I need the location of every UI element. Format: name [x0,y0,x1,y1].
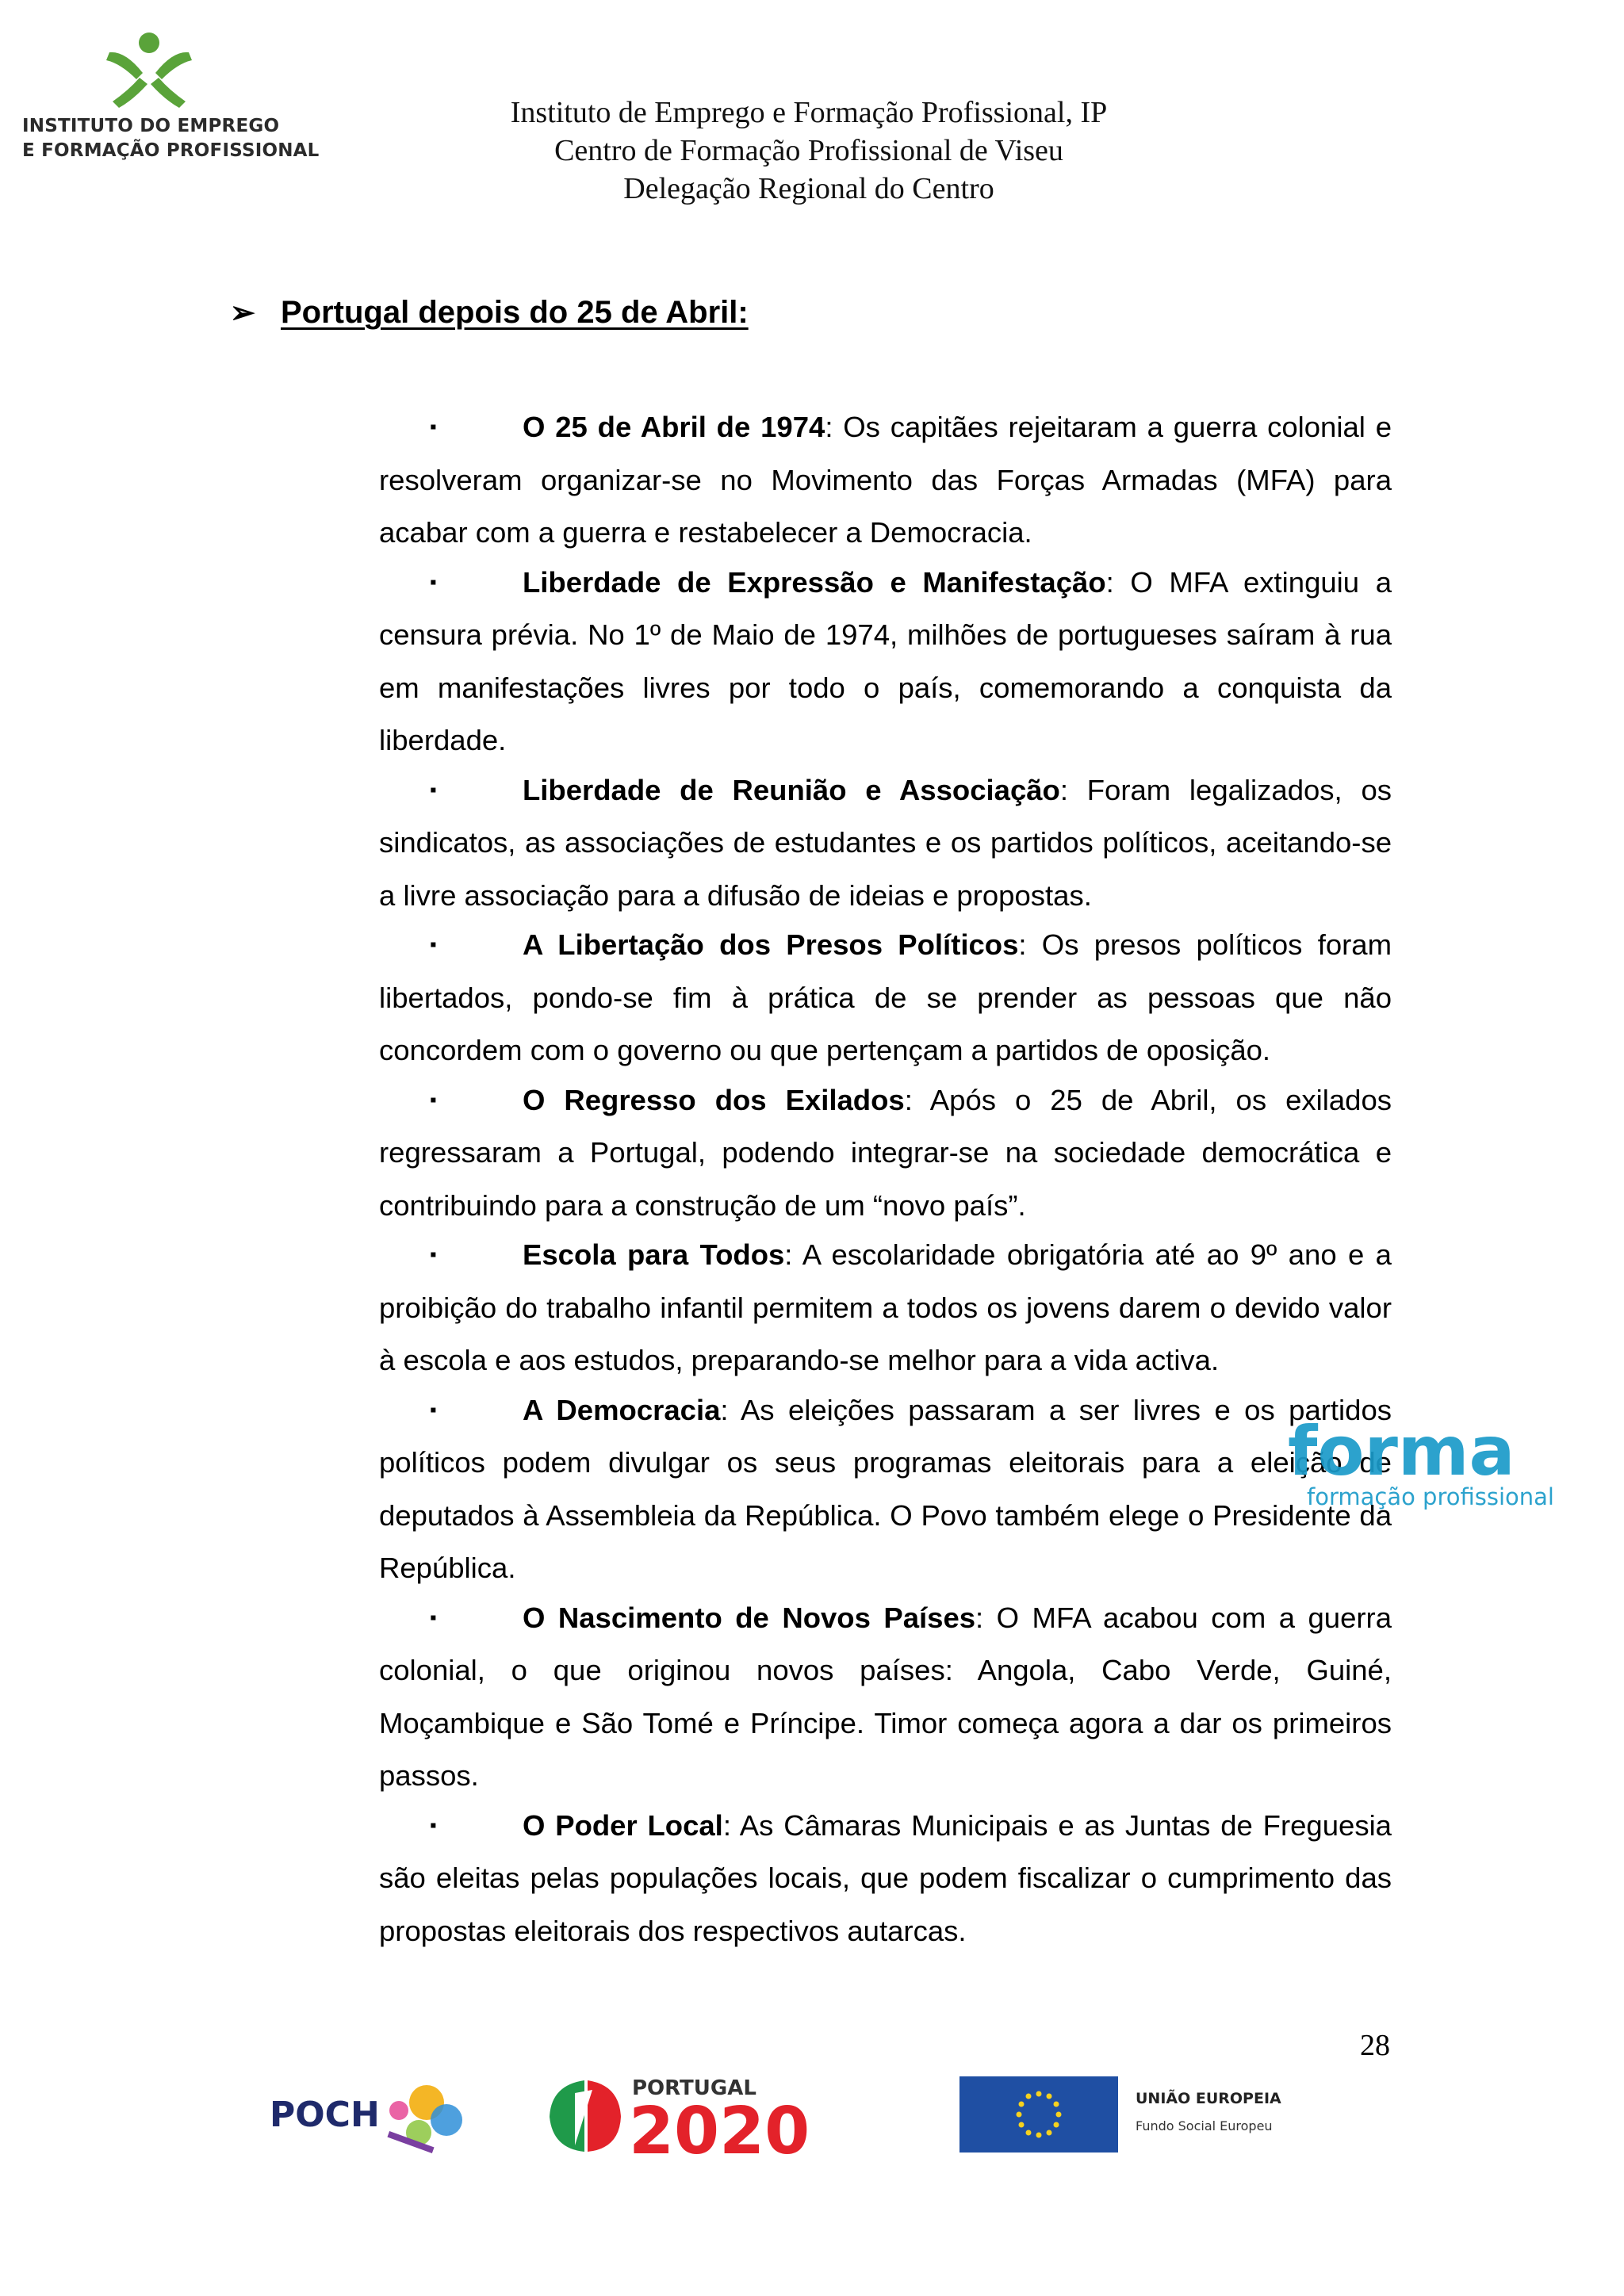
square-bullet-icon: ▪ [430,1814,437,1836]
list-item [379,764,1392,923]
header-line-institute: Instituto de Emprego e Formação Profissional, IP [510,96,1108,129]
eu-logo [959,2073,1300,2156]
item-title: O 25 de Abril de 1974 [523,411,825,443]
item-text: : Os capitães rejeitaram a guerra colonial e resolveram organizar-se no Movimento das Forças Armadas (MFA) para acabar com a guerra e restabelecer a Democracia. [379,411,1392,549]
iefp-logo-line-1: INSTITUTO DO EMPREGO [22,116,280,136]
header-line-centre: Centro de Formação Profissional de Viseu [554,134,1063,167]
iefp-emblem-icon [102,32,197,111]
item-title: Escola para Todos [523,1238,785,1271]
iefp-logo [22,32,320,166]
document-header [428,94,1189,208]
square-bullet-icon: ▪ [430,416,437,438]
list-item [379,1074,1392,1233]
iefp-logo-line-2: E FORMAÇÃO PROFISSIONAL [22,140,320,161]
list-item [379,1592,1392,1803]
portugal-wordmark: PORTUGAL [632,2076,756,2100]
poch-logo [268,2071,482,2162]
item-text: : A escolaridade obrigatória até ao 9º ano e a proibição do trabalho infantil permitem a todos os jovens darem o devido valor à escola e aos estudos, preparando-se melhor para a vida activa. [379,1238,1392,1376]
section-title: Portugal depois do 25 de Abril: [281,295,749,330]
item-text: : Após o 25 de Abril, os exilados regressaram a Portugal, podendo integrar-se na sociedade democrática e contribuindo para a construção de um “novo país”. [379,1083,1392,1222]
article-body [379,401,1392,1954]
item-title: O Nascimento de Novos Países [523,1601,976,1634]
item-text: : O MFA acabou com a guerra colonial, o que originou novos países: Angola, Cabo Verde, Guiné, Moçambique e São Tomé e Príncipe. Timor começa agora a dar os primeiros passos. [379,1601,1392,1792]
list-item [379,919,1392,1077]
item-text: : As Câmaras Municipais e as Juntas de Freguesia são eleitas pelas populações locais, que podem fiscalizar o cumprimento das propostas eleitorais dos respectivos autarcas. [379,1808,1392,1947]
item-title: O Regresso dos Exilados [523,1083,905,1116]
square-bullet-icon: ▪ [430,934,437,955]
list-item [379,401,1392,560]
square-bullet-icon: ▪ [430,1606,437,1628]
item-title: Liberdade de Expressão e Manifestação [523,565,1106,599]
square-bullet-icon: ▪ [430,1244,437,1265]
eu-subtitle: Fundo Social Europeu [1136,2118,1273,2133]
eu-flag-icon [959,2076,1118,2152]
square-bullet-icon: ▪ [430,1089,437,1111]
item-title: A Democracia [523,1393,721,1426]
square-bullet-icon: ▪ [430,779,437,801]
eu-title: UNIÃO EUROPEIA [1136,2090,1281,2107]
forma-subtitle: formação profissional [1307,1483,1554,1510]
item-title: A Libertação dos Presos Políticos [523,928,1019,961]
section-heading [230,295,749,331]
item-text: : O MFA extinguiu a censura prévia. No 1º de Maio de 1974, milhões de portugueses saíram à rua em manifestações livres por todo o país, comemorando a conquista da liberdade. [379,565,1392,756]
portugal-2020-logo [543,2069,900,2160]
list-item [379,1229,1392,1387]
item-title: O Poder Local [523,1808,723,1842]
forma-word: forma [1288,1419,1515,1491]
list-item [379,1384,1392,1595]
header-line-delegation: Delegação Regional do Centro [623,172,994,205]
forma-watermark-logo [1285,1419,1610,1514]
poch-wordmark: POCH [270,2095,380,2135]
item-text: : Foram legalizados, os sindicatos, as associações de estudantes e os partidos políticos, aceitando-se a livre associação para a difusão de ideias e propostas. [379,773,1392,912]
year-2020-wordmark: 2020 [629,2094,810,2160]
item-title: Liberdade de Reunião e Associação [523,773,1060,806]
list-item [379,1800,1392,1958]
square-bullet-icon: ▪ [430,1399,437,1421]
square-bullet-icon: ▪ [430,571,437,593]
item-text: : Os presos políticos foram libertados, pondo-se fim à prática de se prender as pessoas que não concordem com o governo ou que pertençam a partidos de oposição. [379,928,1392,1066]
list-item [379,557,1392,767]
item-text: : As eleições passaram a ser livres e os partidos políticos podem divulgar os seus programas eleitorais para a eleição de deputados à Assembleia da República. O Povo também elege o Presidente da República. [379,1393,1392,1584]
arrow-bullet-icon: ➢ [230,297,255,330]
page-number: 28 [1360,2029,1390,2062]
